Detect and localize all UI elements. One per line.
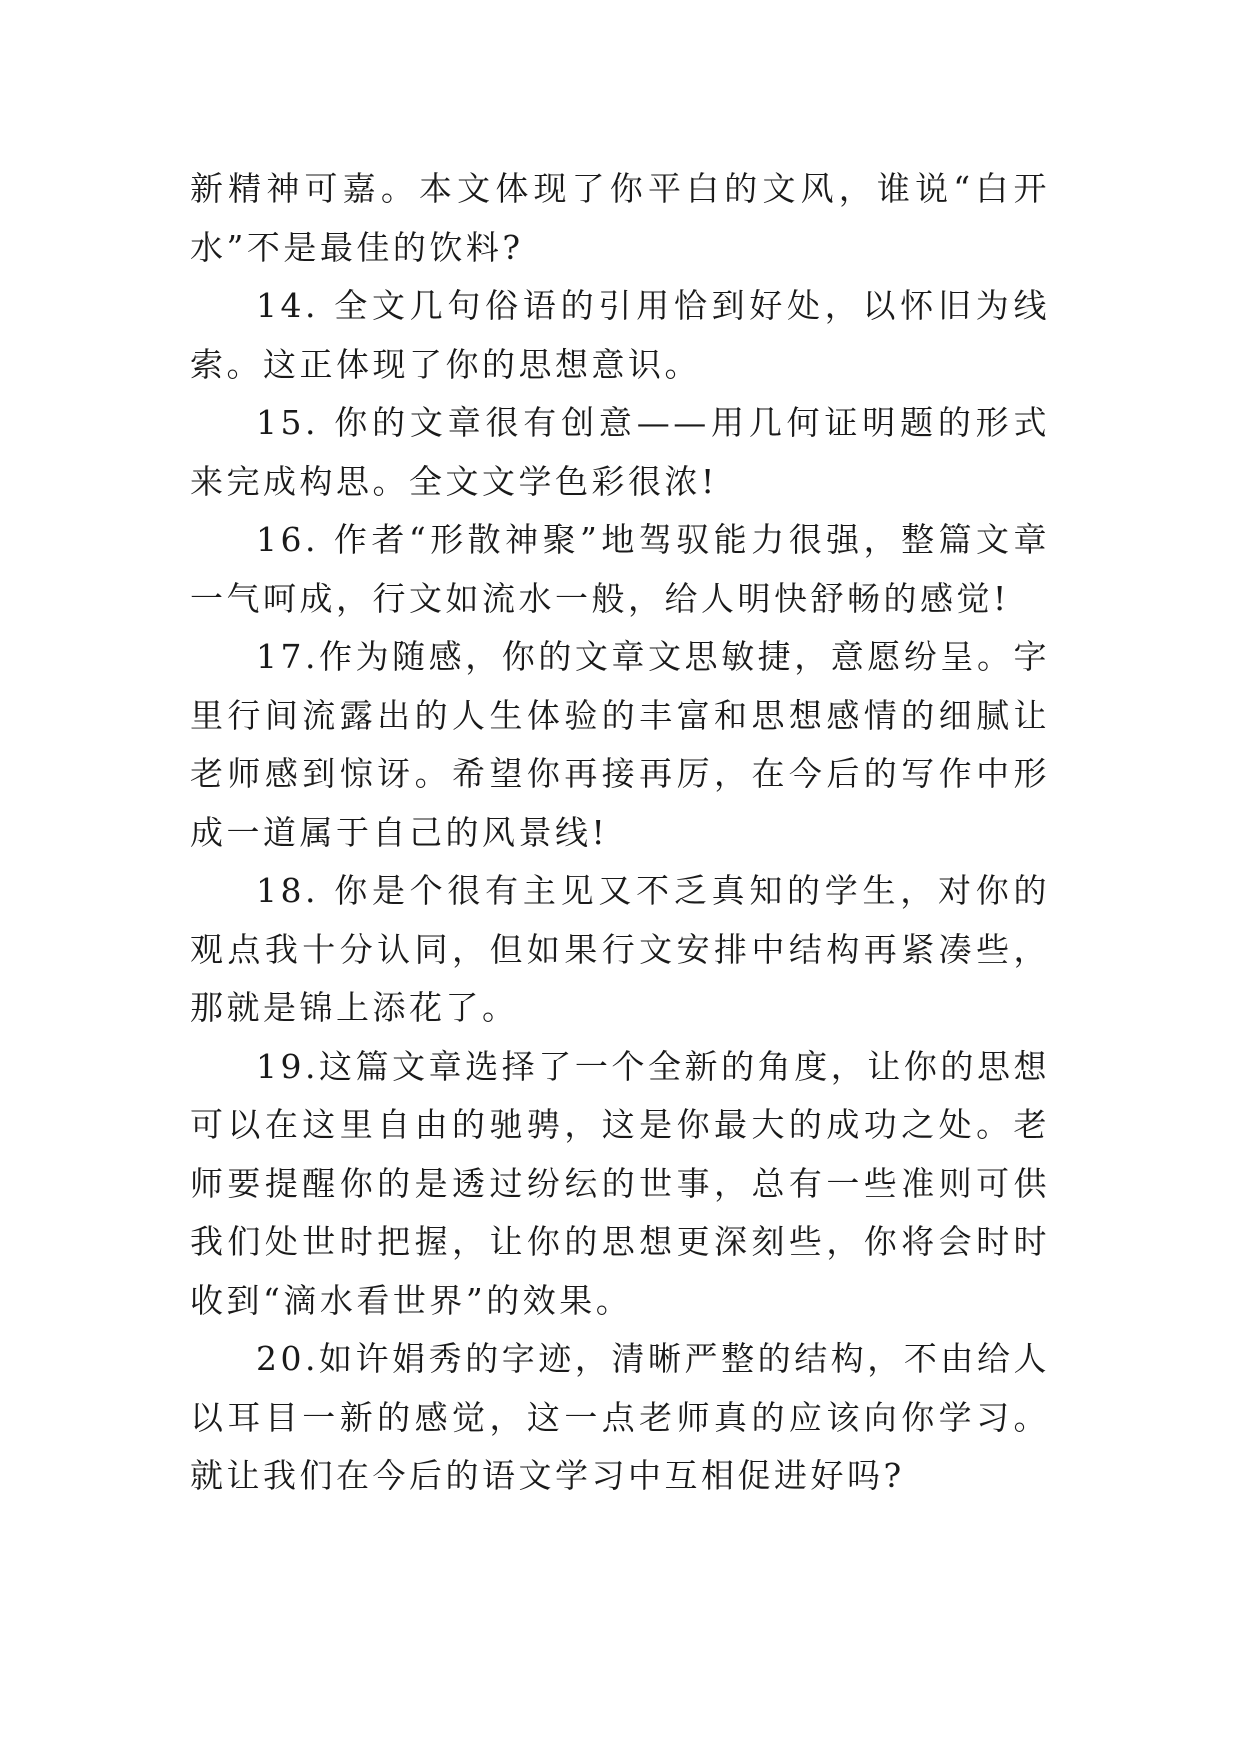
document-body (190, 160, 1050, 1506)
paragraph-18: 18. 你是个很有主见又不乏真知的学生，对你的观点我十分认同，但如果行文安排中结构再紧凑些，那就是锦上添花了。 (190, 871, 1050, 1027)
paragraph-14: 14. 全文几句俗语的引用恰到好处，以怀旧为线索。这正体现了你的思想意识。 (190, 286, 1050, 384)
paragraph-13-continued: 新精神可嘉。本文体现了你平白的文风，谁说“白开水”不是最佳的饮料? (190, 169, 1050, 267)
paragraph-20: 20.如许娟秀的字迹，清晰严整的结构，不由给人以耳目一新的感觉，这一点老师真的应该向你学习。就让我们在今后的语文学习中互相促进好吗? (190, 1339, 1050, 1495)
paragraph-15: 15. 你的文章很有创意——用几何证明题的形式来完成构思。全文文学色彩很浓! (190, 403, 1050, 501)
paragraph-16: 16. 作者“形散神聚”地驾驭能力很强，整篇文章一气呵成，行文如流水一般，给人明快舒畅的感觉! (190, 520, 1050, 618)
paragraph-19: 19.这篇文章选择了一个全新的角度，让你的思想可以在这里自由的驰骋，这是你最大的成功之处。老师要提醒你的是透过纷纭的世事，总有一些准则可供我们处世时把握，让你的思想更深刻些，你将会时时收到“滴水看世界”的效果。 (190, 1046, 1050, 1320)
paragraph-17: 17.作为随感，你的文章文思敏捷，意愿纷呈。字里行间流露出的人生体验的丰富和思想感情的细腻让老师感到惊讶。希望你再接再厉，在今后的写作中形成一道属于自己的风景线! (190, 637, 1050, 852)
